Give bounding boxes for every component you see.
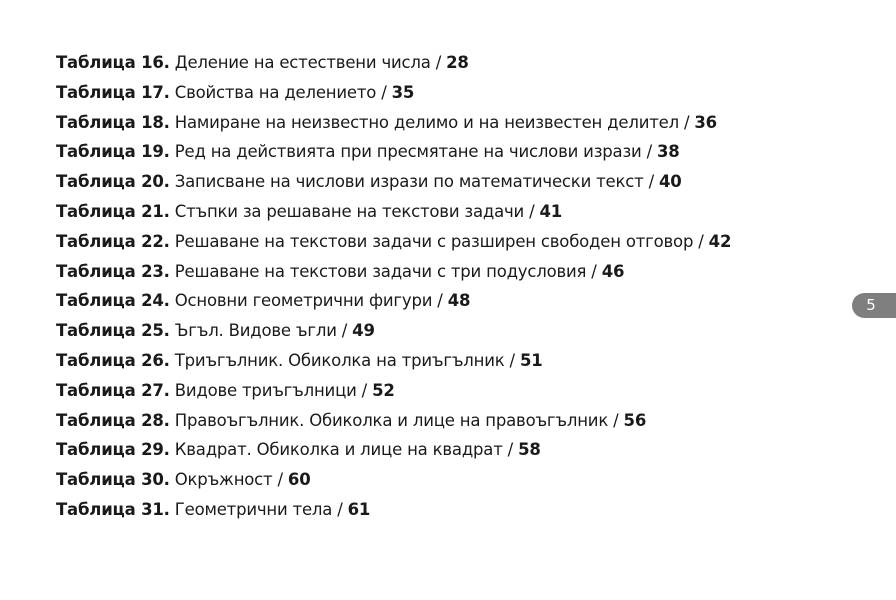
toc-entry-separator: / [502,440,519,460]
toc-entry-separator: / [586,261,602,281]
toc-entry-title: Записване на числови изрази по математически текст [174,172,644,192]
toc-entry-page: 56 [623,410,647,430]
toc-entry-separator: / [504,350,520,370]
toc-entry-title: Решаване на текстови задачи с разширен свободен отговор [174,231,694,251]
toc-entry [56,78,816,108]
toc-entry-label: Таблица 17. [56,82,170,102]
toc-entry-title: Триъгълник. Обиколка на триъгълник [174,350,505,370]
toc-entry-title: Квадрат. Обиколка и лице на квадрат [174,440,503,460]
toc-entry-title: Намиране на неизвестно делимо и на неизвестен делител [174,112,679,132]
toc-entry-title: Решаване на текстови задачи с три подусловия [174,261,587,281]
toc-entry-label: Таблица 22. [56,231,170,251]
toc-entry-page: 51 [519,350,543,370]
toc-entry [56,376,816,406]
toc-entry-label: Таблица 27. [56,380,170,400]
toc-entry-label: Таблица 25. [56,321,170,341]
toc-entry-separator: / [332,499,348,519]
toc-entry [56,406,816,436]
toc-entry-separator: / [643,172,660,192]
toc-entry [56,316,816,346]
toc-entry-separator: / [641,142,658,162]
toc-entry-separator: / [430,53,447,72]
toc-entry-separator: / [356,380,373,400]
toc-entry-label: Таблица 29. [56,440,170,460]
toc-entry-page: 48 [447,291,471,311]
toc-entry-page: 58 [518,440,541,460]
toc-entry-page: 42 [708,231,732,251]
toc-entry-label: Таблица 30. [56,470,170,490]
toc-entry-title: Свойства на делението [174,82,377,102]
toc-entry-title: Деление на естествени числа [174,53,431,72]
toc-entry-separator: / [608,410,624,430]
toc-entry-separator: / [272,470,288,490]
toc-entry [56,286,816,316]
toc-entry-label: Таблица 19. [56,142,170,162]
toc-entry-label: Таблица 16. [56,53,170,72]
toc-entry-label: Таблица 24. [56,291,170,311]
toc-entry [56,167,816,197]
toc-entry-page: 35 [391,82,415,102]
toc-entry-label: Таблица 28. [56,410,170,430]
toc-entry-separator: / [693,231,709,251]
toc-entry-label: Таблица 23. [56,261,170,281]
toc-entry-label: Таблица 26. [56,350,170,370]
toc-entry-title: Правоъгълник. Обиколка и лице на правоъгълник [174,410,609,430]
toc-entry-title: Геометрични тела [174,499,333,519]
toc-entry-separator: / [432,291,448,311]
toc-entry-page: 46 [601,261,625,281]
toc-entry-separator: / [376,82,392,102]
toc-entry [56,495,816,525]
toc-entry [56,108,816,138]
toc-entry [56,227,816,257]
toc-entry-label: Таблица 31. [56,499,170,519]
toc-entry-page: 49 [352,321,375,341]
toc-entry-page: 28 [446,53,469,72]
toc-entry-title: Стъпки за решаване на текстови задачи [174,201,525,221]
table-of-contents [56,48,816,525]
toc-entry [56,257,816,287]
toc-entry-title: Окръжност [174,470,273,490]
toc-entry-title: Основни геометрични фигури [174,291,433,311]
toc-entry [56,137,816,167]
toc-entry [56,435,816,465]
toc-entry [56,197,816,227]
toc-entry [56,465,816,495]
toc-entry [56,48,816,78]
toc-entry-label: Таблица 20. [56,172,170,192]
toc-entry-label: Таблица 18. [56,112,170,132]
toc-entry-page: 40 [659,172,682,192]
toc-entry-separator: / [678,112,695,132]
toc-entry-page: 61 [347,499,371,519]
toc-entry-separator: / [336,321,353,341]
page-number: 5 [866,296,876,314]
toc-entry-title: Ред на действията при пресмятане на числови изрази [174,142,642,162]
toc-entry-separator: / [524,201,540,221]
toc-entry-label: Таблица 21. [56,201,170,221]
toc-entry-page: 36 [694,112,717,132]
toc-entry-page: 60 [287,470,311,490]
toc-entry [56,346,816,376]
page-number-tab [852,293,896,318]
toc-entry-page: 52 [372,380,395,400]
toc-entry-page: 38 [657,142,680,162]
toc-entry-title: Видове триъгълници [174,380,357,400]
toc-entry-page: 41 [539,201,563,221]
toc-entry-title: Ъгъл. Видове ъгли [174,321,337,341]
